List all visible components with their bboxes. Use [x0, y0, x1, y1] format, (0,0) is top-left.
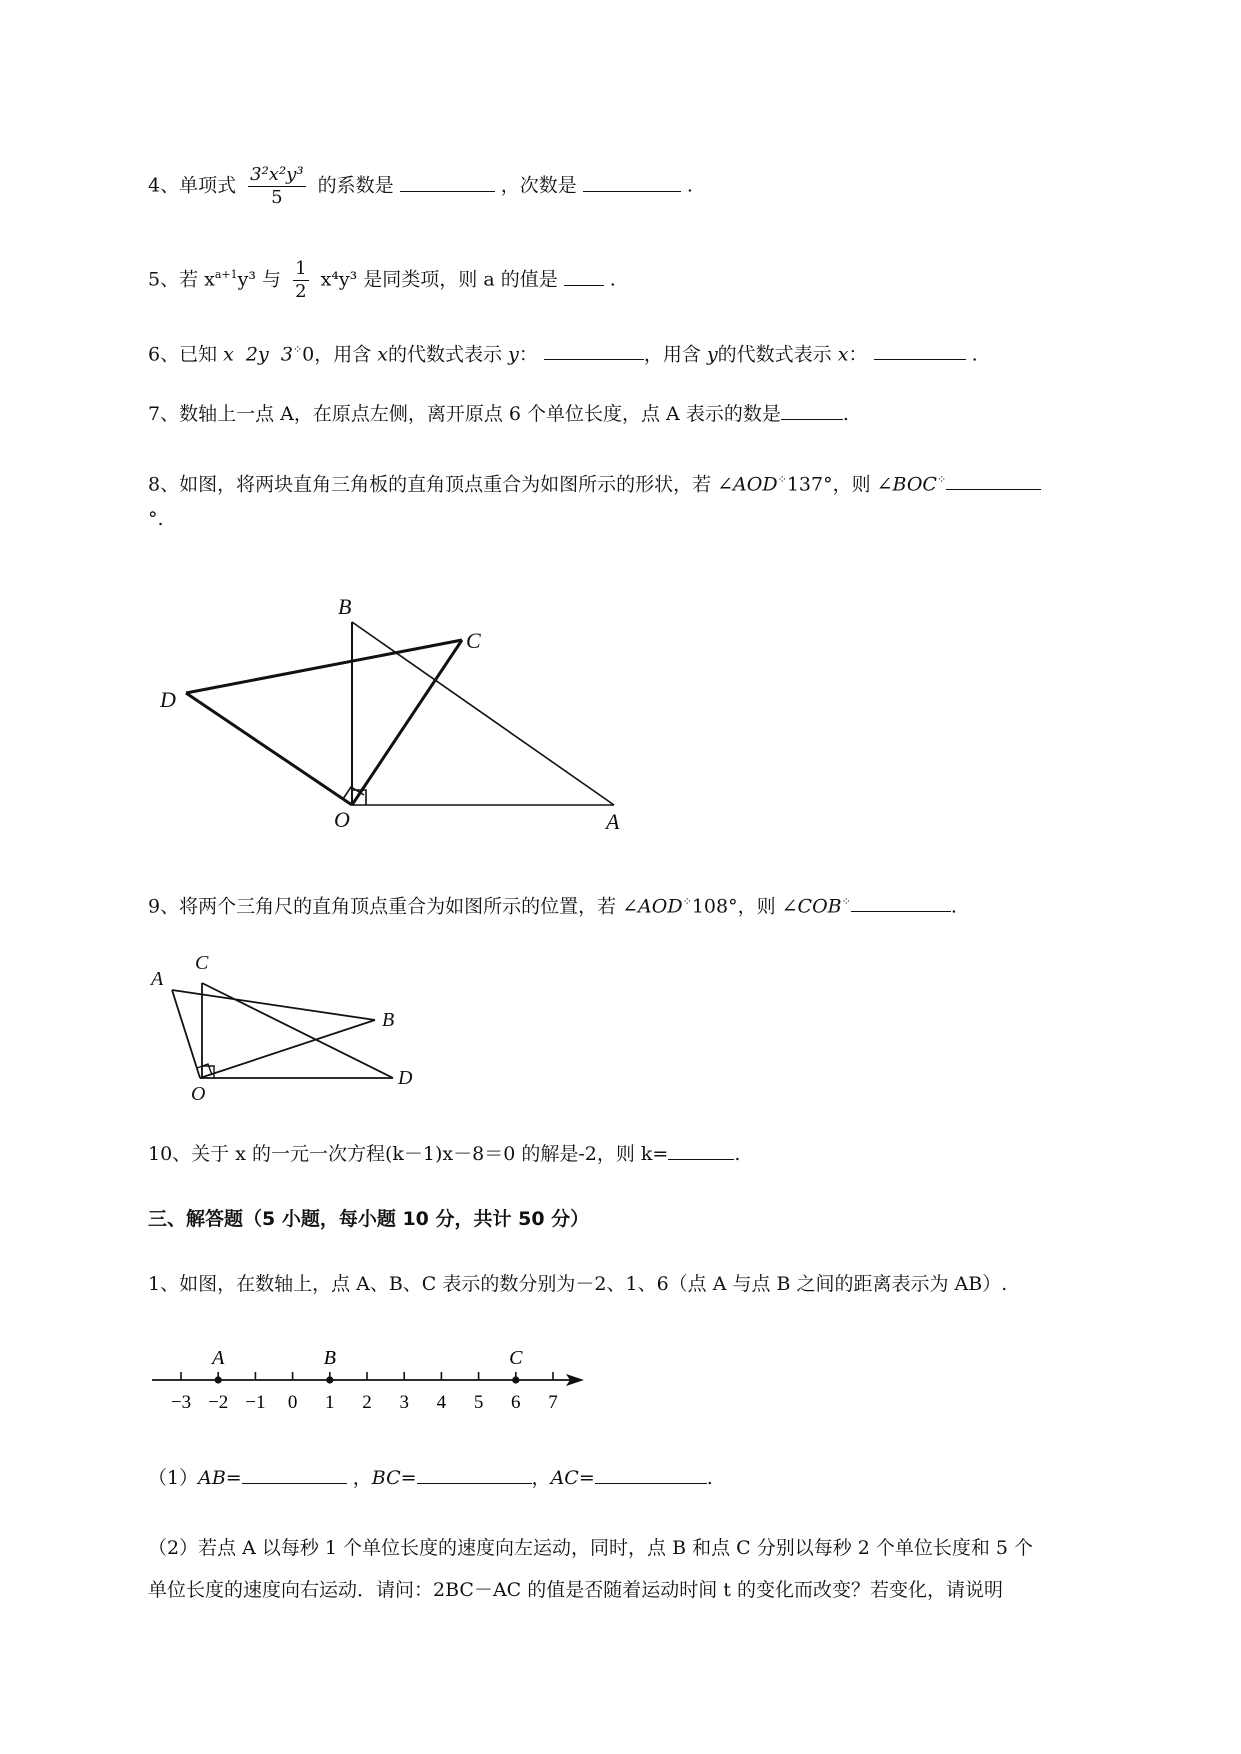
- fig1-label-a: A: [606, 809, 620, 834]
- fig2-label-a: A: [151, 968, 164, 990]
- q6-colon1: ：: [518, 343, 538, 366]
- number-line-point-label-c: C: [509, 1347, 523, 1369]
- q8-prefix: 8、如图，将两块直角三角板的直角顶点重合为如图所示的形状，若: [148, 473, 712, 496]
- section-3-title: 三、解答题（5 小题，每小题 10 分，共计 50 分）: [148, 1208, 590, 1230]
- segment-od: [186, 693, 352, 805]
- problem-1-sub-1: [148, 1465, 713, 1491]
- q7-end: .: [842, 403, 849, 425]
- sub1-blank-ab[interactable]: [242, 1465, 347, 1484]
- q9-angle-aod: ∠AOD: [622, 895, 683, 918]
- number-line-point-b: [326, 1376, 333, 1383]
- question-6: [148, 337, 978, 367]
- segment-cd: [202, 983, 393, 1078]
- number-line-tick-label: 6: [511, 1392, 521, 1413]
- q10-blank[interactable]: [668, 1141, 734, 1160]
- q4-end: .: [686, 174, 693, 197]
- q6-expression: x 2y 3: [223, 343, 293, 366]
- q10-end: .: [734, 1143, 741, 1165]
- question-8-line2: [148, 506, 164, 532]
- problem-1: 1、如图，在数轴上，点 A、B、C 表示的数分别为－2、1、6（点 A 与点 B 之间的距离表示为 AB）.: [148, 1273, 1008, 1295]
- fig1-label-d: D: [160, 687, 176, 712]
- number-line-tick-label: 7: [548, 1392, 558, 1413]
- segment-oc: [352, 640, 462, 805]
- q6-prefix: 6、已知: [148, 343, 218, 366]
- q8-angle-boc: ∠BOC: [876, 473, 937, 496]
- question-5: [148, 258, 616, 303]
- question-7: [148, 401, 849, 427]
- question-8: [148, 467, 1041, 497]
- fig2-label-o: O: [191, 1083, 206, 1105]
- fig2-label-c: C: [195, 952, 209, 974]
- fig2-label-b: B: [382, 1009, 395, 1031]
- q5-mid1: y³ 与: [237, 268, 282, 291]
- question-9: [148, 889, 957, 919]
- question-4: [148, 164, 693, 209]
- sub1-sep2: ，: [531, 1467, 551, 1489]
- sub1-blank-bc[interactable]: [417, 1465, 532, 1484]
- number-line-point-label-b: B: [323, 1347, 336, 1369]
- number-line-tick-label: 3: [399, 1392, 409, 1413]
- q4-blank-coefficient[interactable]: [400, 173, 495, 192]
- figure-1: [150, 590, 650, 835]
- q8-value: 137°，则: [786, 473, 871, 496]
- problem-1-sub-2-line1: （2）若点 A 以每秒 1 个单位长度的速度向左运动，同时，点 B 和点 C 分别以每秒 2 个单位长度和 5 个: [148, 1537, 1034, 1559]
- q6-blank-y[interactable]: [544, 341, 644, 360]
- q4-fraction: [248, 164, 305, 209]
- q6-var-y: y: [508, 343, 519, 366]
- sub1-prefix: （1）: [148, 1467, 199, 1489]
- q9-value: 108°，则: [691, 895, 776, 918]
- q6-blank-x[interactable]: [874, 341, 966, 360]
- q9-glitch1: ⁘: [682, 895, 692, 908]
- q9-prefix: 9、将两个三角尺的直角顶点重合为如图所示的位置，若: [148, 895, 617, 918]
- question-10: [148, 1141, 740, 1167]
- q8-glitch1: ⁘: [777, 473, 787, 486]
- q6-zero: 0，用含: [302, 343, 372, 366]
- q9-end: .: [950, 895, 957, 918]
- q5-prefix: 5、若 x: [148, 268, 215, 291]
- segment-oa: [172, 990, 200, 1078]
- number-line: [150, 1340, 590, 1415]
- fig1-label-b: B: [338, 594, 352, 619]
- problem-1-sub-2-line2: 单位长度的速度向右运动．请问：2BC－AC 的值是否随着运动时间 t 的变化而改变？若变化，请说明: [148, 1579, 1003, 1601]
- segment-ob: [200, 1020, 375, 1078]
- q4-text-coefficient: 的系数是: [317, 174, 394, 197]
- sub1-bc-label: BC=: [371, 1467, 417, 1489]
- number-line-tick-label: 4: [436, 1392, 447, 1413]
- q10-text: 10、关于 x 的一元一次方程(k－1)x－8＝0 的解是-2，则 k=: [148, 1143, 669, 1165]
- number-line-tick-label: 5: [473, 1392, 484, 1413]
- number-line-tick-label: −2: [208, 1392, 229, 1413]
- q4-frac-numerator: 3²x²y³: [250, 164, 304, 185]
- q8-glitch2: ⁘: [936, 473, 947, 486]
- q5-exponent: a+1: [214, 268, 238, 282]
- number-line-point-c: [512, 1376, 519, 1383]
- q9-blank[interactable]: [851, 893, 951, 912]
- segment-dc: [186, 640, 462, 693]
- number-line-tick-label: 2: [362, 1392, 372, 1413]
- q4-text-degree: ，次数是: [500, 174, 577, 197]
- number-line-tick-label: 1: [325, 1392, 335, 1413]
- q6-colon2: ：: [848, 343, 868, 366]
- q5-frac-numerator: 1: [295, 258, 307, 279]
- number-line-point-a: [215, 1376, 222, 1383]
- fig2-label-d: D: [398, 1067, 413, 1089]
- q6-var-x2: x: [837, 343, 849, 366]
- q5-frac-denominator: 2: [295, 281, 307, 302]
- fig1-label-o: O: [334, 807, 350, 832]
- q7-blank[interactable]: [781, 401, 843, 420]
- q9-glitch2: ⁘: [841, 895, 851, 908]
- number-line-tick-label: −1: [245, 1392, 266, 1413]
- q6-var-x: x: [377, 343, 389, 366]
- q5-end: .: [609, 268, 616, 291]
- q9-angle-cob: ∠COB: [781, 895, 842, 918]
- sub1-ac-label: AC=: [550, 1467, 595, 1489]
- q7-text: 7、数轴上一点 A，在原点左侧，离开原点 6 个单位长度，点 A 表示的数是: [148, 403, 781, 425]
- figure-2: [145, 950, 430, 1110]
- q5-blank[interactable]: [564, 267, 604, 286]
- q8-degree-end: °.: [148, 508, 164, 530]
- sub1-ab-label: AB=: [198, 1467, 242, 1489]
- segment-ba: [352, 622, 614, 805]
- q6-mid3: 的代数式表示: [717, 343, 832, 366]
- sub1-blank-ac[interactable]: [595, 1465, 707, 1484]
- q4-blank-degree[interactable]: [583, 173, 681, 192]
- q8-angle-aod: ∠AOD: [717, 473, 778, 496]
- sub1-sep1: ，: [352, 1467, 372, 1489]
- right-angle-mark-2: [343, 787, 364, 799]
- number-line-tick-label: 0: [287, 1392, 298, 1413]
- number-line-tick-label: −3: [170, 1392, 192, 1413]
- number-line-point-label-a: A: [212, 1347, 225, 1369]
- q5-fraction: [293, 258, 308, 303]
- q5-mid2: x⁴y³ 是同类项，则 a 的值是: [320, 268, 558, 291]
- q4-prefix: 4、单项式: [148, 174, 237, 197]
- q6-glitch: ⁘: [292, 343, 303, 356]
- q4-frac-denominator: 5: [271, 187, 283, 208]
- q6-mid1: 的代数式表示: [388, 343, 503, 366]
- q8-blank[interactable]: [946, 471, 1041, 490]
- q6-end: .: [971, 343, 978, 366]
- fig1-label-c: C: [466, 628, 481, 653]
- sub1-end: .: [706, 1467, 713, 1489]
- q6-mid2: ，用含: [643, 343, 701, 366]
- q6-var-y2: y: [706, 343, 718, 366]
